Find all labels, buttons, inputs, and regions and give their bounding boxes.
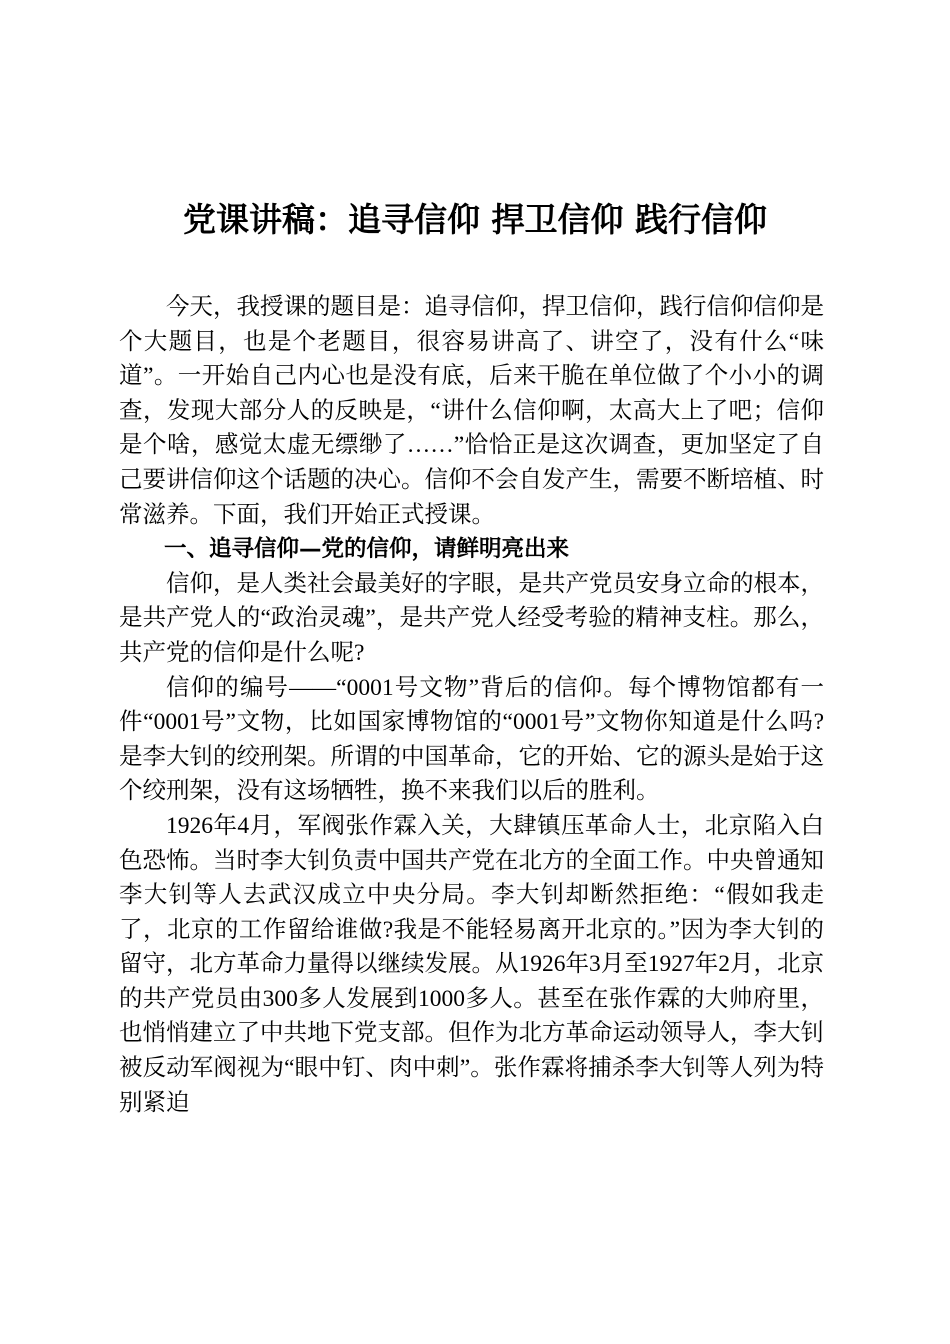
paragraph-artifact-0001: 信仰的编号——“0001号文物”背后的信仰。每个博物馆都有一件“0001号”文物，比如国家博物馆的“0001号”文物你知道是什么吗?是李大钊的绞刑架。所谓的中国革命，它的开始、它的源头是始于这个绞刑架，没有这场牺牲，换不来我们以后的胜利。 bbox=[119, 674, 824, 805]
document-title: 党课讲稿：追寻信仰 捍卫信仰 践行信仰 bbox=[183, 200, 767, 239]
section-heading-1: 一、追寻信仰—党的信仰，请鲜明亮出来 bbox=[164, 536, 570, 563]
document-body bbox=[119, 290, 824, 1120]
paragraph-li-dazhao-history: 1926年4月，军阀张作霖入关，大肆镇压革命人士，北京陷入白色恐怖。当时李大钊负责中国共产党在北方的全面工作。中央曾通知李大钊等人去武汉成立中央分局。李大钊却断然拒绝：“假如我走了，北京的工作留给谁做?我是不能轻易离开北京的。”因为李大钊的留守，北方革命力量得以继续发展。从1926年3月至1927年2月，北京的共产党员由300多人发展到1000多人。甚至在张作霖的大帅府里，也悄悄建立了中共地下党支部。但作为北方革命运动领导人，李大钊被反动军阀视为“眼中钉、肉中刺”。张作霖将捕杀李大钊等人列为特别紧迫 bbox=[119, 812, 824, 1116]
paragraph-faith-definition: 信仰，是人类社会最美好的字眼，是共产党员安身立命的根本，是共产党人的“政治灵魂”，是共产党人经受考验的精神支柱。那么，共产党的信仰是什么呢? bbox=[119, 570, 824, 666]
paragraph-intro: 今天，我授课的题目是：追寻信仰，捍卫信仰，践行信仰信仰是个大题目，也是个老题目，很容易讲高了、讲空了，没有什么“味道”。一开始自己内心也是没有底，后来干脆在单位做了个小小的调查，发现大部分人的反映是，“讲什么信仰啊，太高大上了吧；信仰是个啥，感觉太虚无缥缈了……”恰恰正是这次调查，更加坚定了自己要讲信仰这个话题的决心。信仰不会自发产生，需要不断培植、时常滋养。下面，我们开始正式授课。 bbox=[119, 294, 824, 528]
